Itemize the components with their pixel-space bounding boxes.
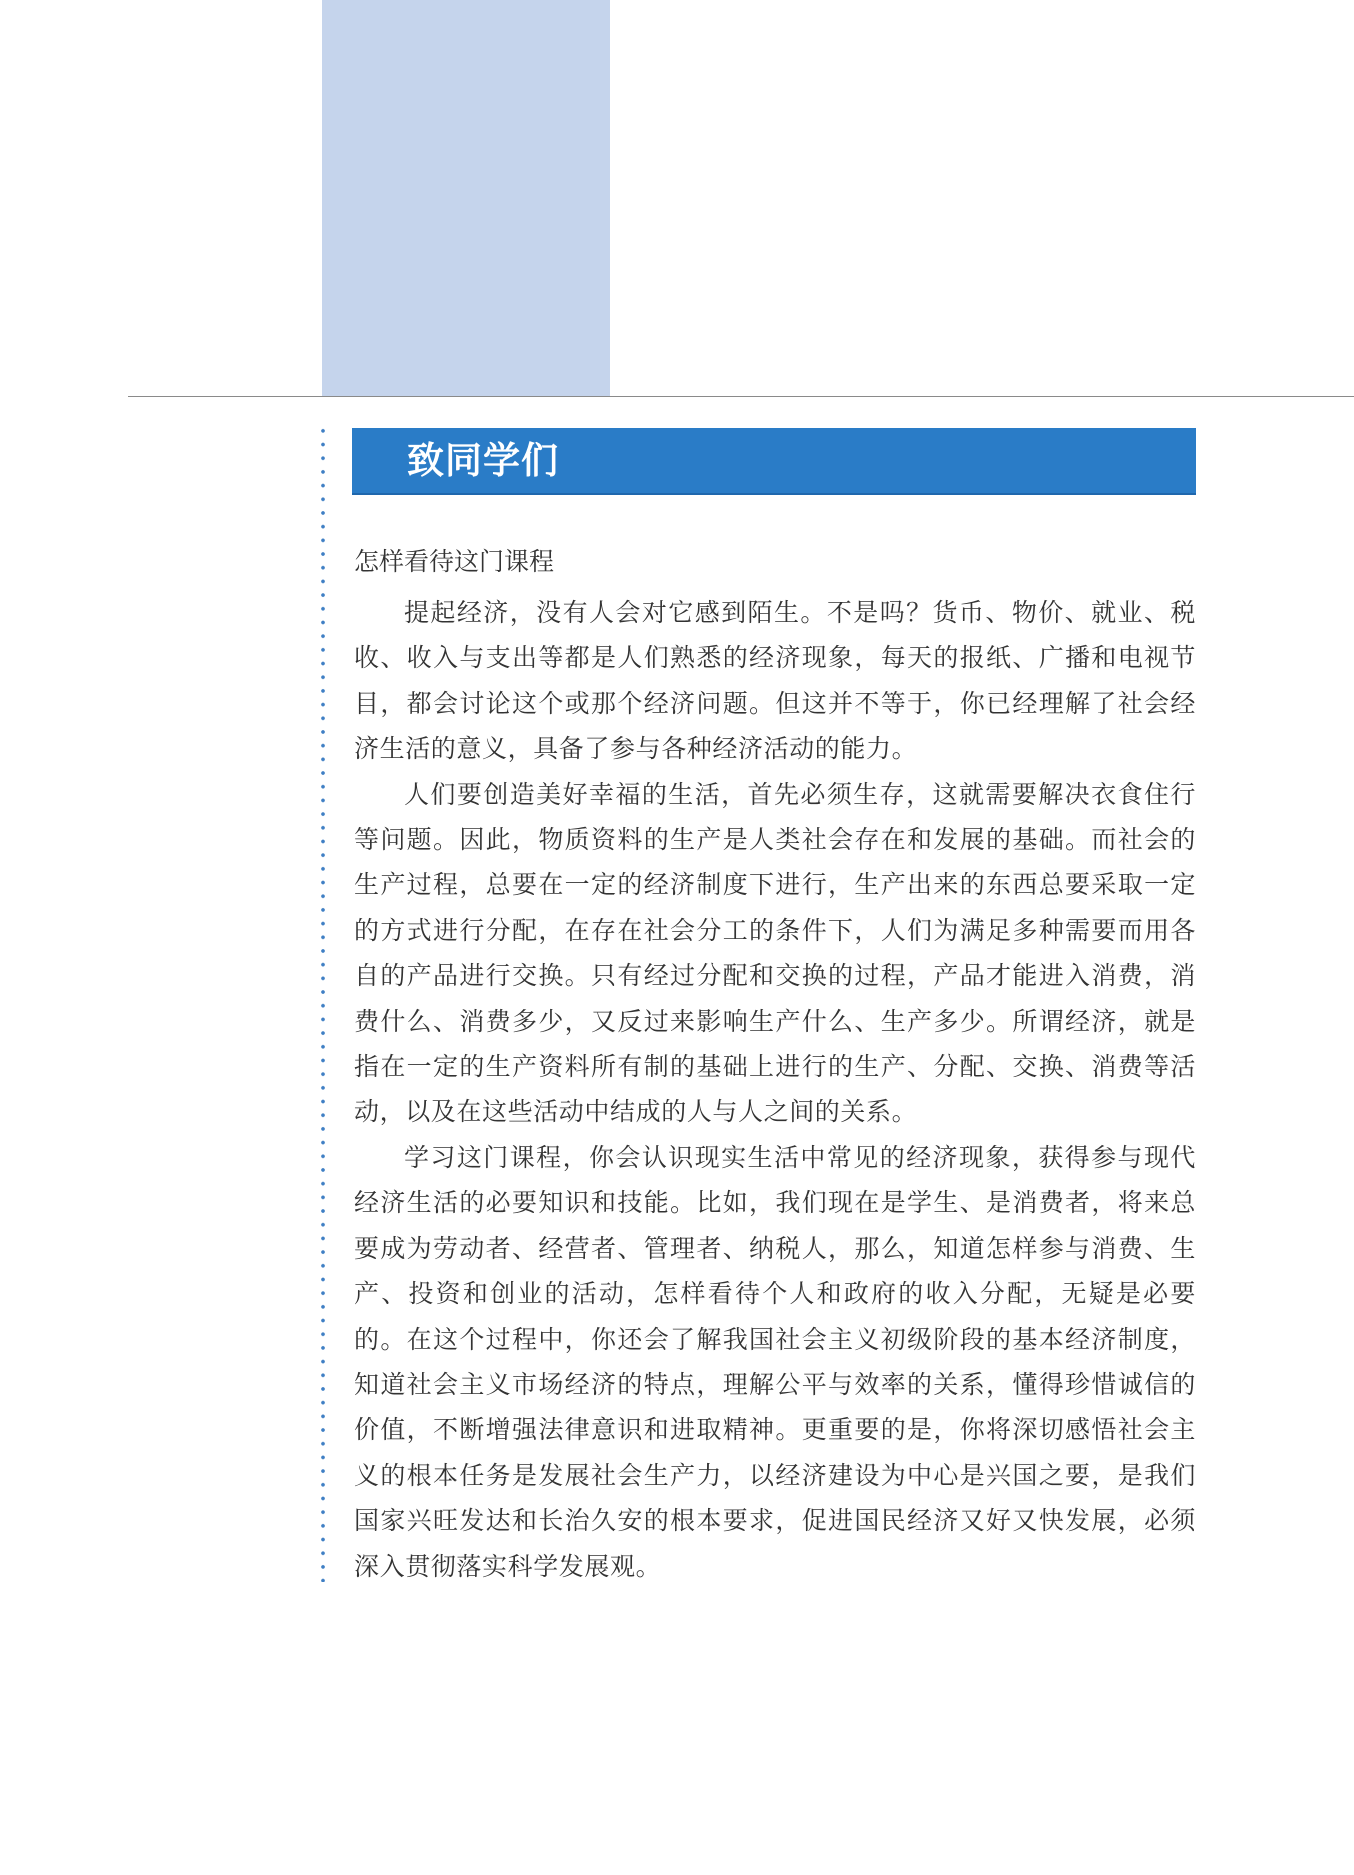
decorative-top-block: [322, 0, 610, 397]
paragraph-1: 提起经济，没有人会对它感到陌生。不是吗？货币、物价、就业、税收、收入与支出等都是人们熟悉的经济现象，每天的报纸、广播和电视节目，都会讨论这个或那个经济问题。但这并不等于，你已经理解了社会经济生活的意义，具备了参与各种经济活动的能力。: [354, 598, 1196, 764]
paragraph-3: 学习这门课程，你会认识现实生活中常见的经济现象，获得参与现代经济生活的必要知识和技能。比如，我们现在是学生、是消费者，将来总要成为劳动者、经营者、管理者、纳税人，那么，知道怎样参与消费、生产、投资和创业的活动，怎样看待个人和政府的收入分配，无疑是必要的。在这个过程中，你还会了解我国社会主义初级阶段的基本经济制度，知道社会主义市场经济的特点，理解公平与效率的关系，懂得珍惜诚信的价值，不断增强法律意识和进取精神。更重要的是，你将深切感悟社会主义的根本任务是发展社会生产力，以经济建设为中心是兴国之要，是我们国家兴旺发达和长治久安的根本要求，促进国民经济又好又快发展，必须深入贯彻落实科学发展观。: [354, 1142, 1196, 1581]
dotted-margin-line: [320, 424, 326, 1582]
page-title: 致同学们: [407, 439, 559, 482]
section-heading: 怎样看待这门课程: [354, 547, 555, 576]
body-text: [354, 590, 1196, 1589]
title-bar: [352, 428, 1196, 495]
paragraph-2: 人们要创造美好幸福的生活，首先必须生存，这就需要解决衣食住行等问题。因此，物质资料的生产是人类社会存在和发展的基础。而社会的生产过程，总要在一定的经济制度下进行，生产出来的东西总要采取一定的方式进行分配，在存在社会分工的条件下，人们为满足多种需要而用各自的产品进行交换。只有经过分配和交换的过程，产品才能进入消费，消费什么、消费多少，又反过来影响生产什么、生产多少。所谓经济，就是指在一定的生产资料所有制的基础上进行的生产、分配、交换、消费等活动，以及在这些活动中结成的人与人之间的关系。: [354, 779, 1196, 1127]
horizontal-rule: [128, 396, 1354, 397]
